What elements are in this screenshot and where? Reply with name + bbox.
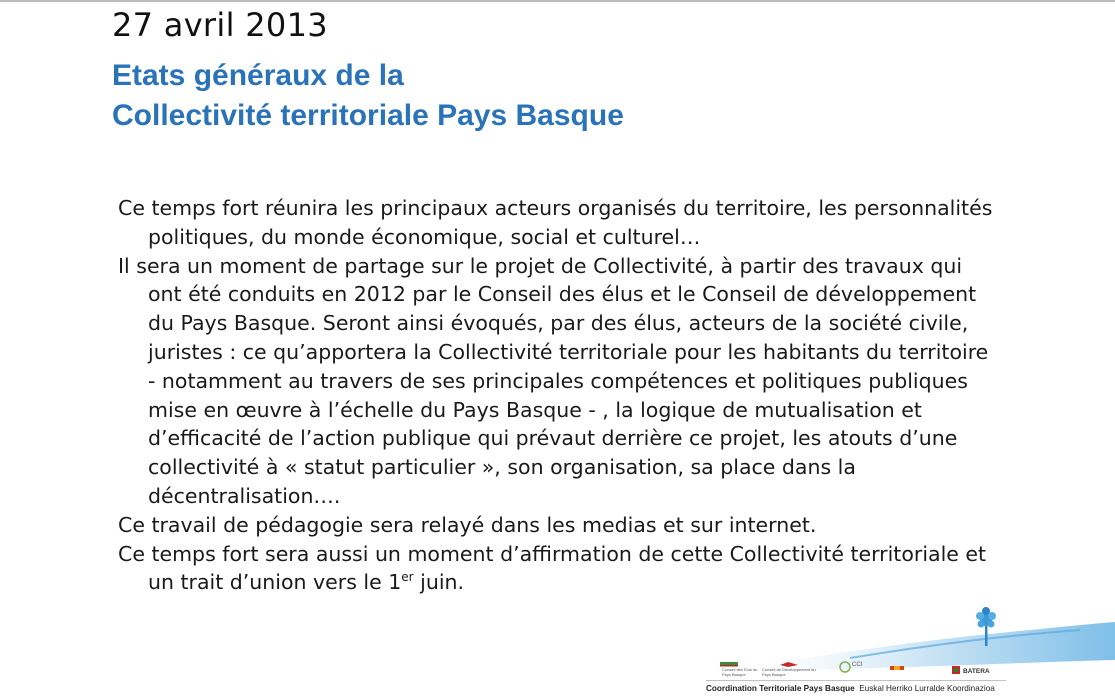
- paragraph-2: Il sera un moment de partage sur le projet de Collectivité, à partir des travaux qui ont été conduits en 2012 par le Conseil des élus et le Conseil de développement du Pays Basque. Seront ainsi évoqués, par des élus, acteurs de la société civile, juristes : ce qu’apportera la Collectivité territoriale pour les habitants du territoire - notamment au travers de ses principales compétences et politiques publiques mise en œuvre à l’échelle du Pays Basque - , la logique de mutualisation et d’efficacité de l’action publique qui prévaut derrière ce projet, les atouts d’une collectivité à « statut particulier », son organisation, sa place dans la décentralisation….: [118, 253, 989, 508]
- logo-conseil-elus: [720, 662, 738, 667]
- page-title: [112, 56, 624, 136]
- ordinal-suffix: er: [401, 570, 414, 585]
- footer-caption: [706, 684, 995, 693]
- paragraph-4-text: Ce temps fort sera aussi un moment d’affirmation de cette Collectivité territoriale et un trait d’union vers le 1: [118, 541, 987, 595]
- logo-batera-label: BATERA: [963, 668, 990, 675]
- title-line-1: Etats généraux de la: [112, 59, 404, 92]
- logo-conseil-elus-label: Conseil des Elus du Pays Basque: [722, 667, 758, 677]
- body-text: [118, 194, 998, 597]
- title-line-2: Collectivité territoriale Pays Basque: [112, 99, 624, 132]
- logo-conseil-developpement-label: Conseil de Développement du Pays Basque: [762, 667, 816, 677]
- footer-caption-fr: Coordination Territoriale Pays Basque: [706, 684, 855, 693]
- event-date: 27 avril 2013: [112, 6, 328, 44]
- footer-divider: [706, 680, 1006, 681]
- logo-batera: [952, 666, 960, 674]
- top-rule: [0, 0, 1115, 2]
- footer-caption-eu: Euskal Herriko Lurralde Koordinazioa: [859, 684, 995, 693]
- paragraph-4-end: juin.: [413, 570, 465, 595]
- paragraph-3: Ce travail de pédagogie sera relayé dans les medias et sur internet.: [118, 512, 817, 537]
- logo-cci-label: CCI: [852, 662, 863, 668]
- paragraph-4: [118, 540, 998, 598]
- paragraph-1: Ce temps fort réunira les principaux acteurs organisés du territoire, les personnalités politiques, du monde économique, social et culturel…: [118, 196, 993, 249]
- logo-region: [890, 666, 904, 670]
- footer-logos: [700, 600, 1115, 699]
